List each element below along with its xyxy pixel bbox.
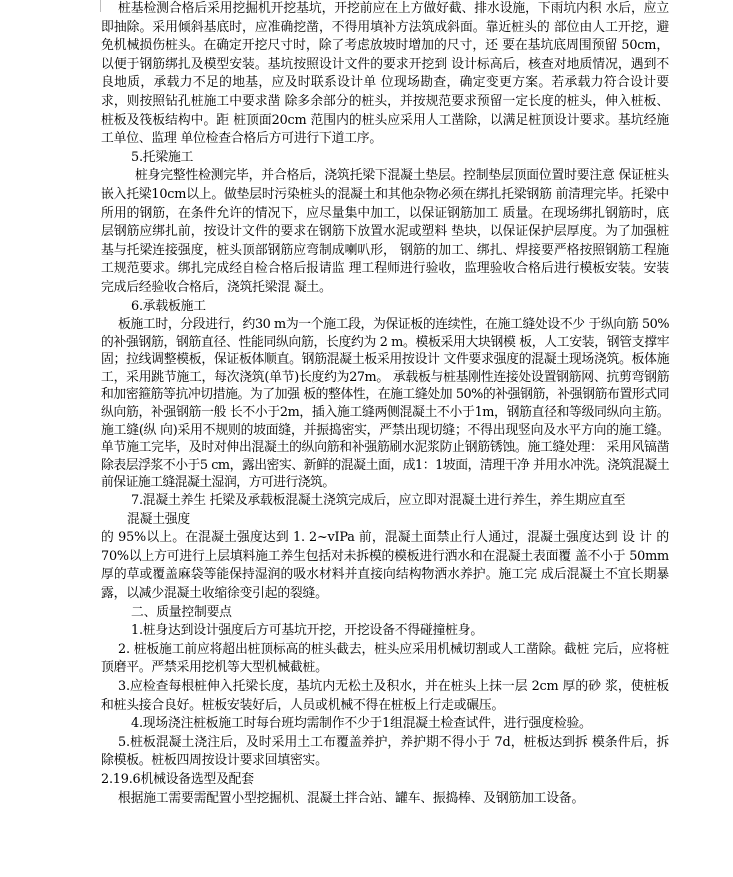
paragraph-tie-beam: 桩身完整性检测完毕，并合格后，浇筑托梁下混凝土垫层。控制垫层顶面位置时要注意 保证桩头嵌入托梁10cm以上。做垫层时污染桩头的混凝土和其他杂物必须在绑扎托梁钢筋 前清理完毕。托梁中所用的钢筋，在条件允许的情况下，应尽量集中加工，以保证钢筋加工 质量。在现场绑扎钢筋时，底层钢筋应绑扎前，按设计文件的要求在钢筋下放置水泥或塑料 垫块，以保证保护层厚度。为了加强桩基与托梁连接强度，桩头顶部钢筋应弯制成喇叭形， 钢筋的加工、绑扎、焊接要严格按照钢筋工程施工规范要求。绑扎完成经自检合格后报请监 理工程师进行验收，监理验收合格后进行模板安装。安装完成后经验收合格后，浇筑托梁混 凝土。 [101,168,669,295]
heading-machinery: 2.19.6机械设备选型及配套 [101,771,254,787]
heading-quality-control: 二、质量控制要点 [131,604,232,620]
paragraph-bearing-slab: 板施工时，分段进行，约30 m为一个施工段，为保证板的连续性，在施工缝处设不少 于纵向筋 50%的补强钢筋，钢筋直径、性能同纵向筋，长度约为 2 m。模板采用大块钢模 板，人工安装，钢管支撑牢固；拉线调整模板，保证板体顺直。钢筋混凝土板采用按设计 文件要求强度的混凝土现场浇筑。板体施工，采用跳节施工，每次浇筑(单节)长度约为27m。 承载板与桩基刚性连接处设置钢筋网、抗剪弯钢筋和加密箍筋等抗冲切措施。为了加强 板的整体性，在施工缝处加 50%的补强钢筋，补强钢筋布置形式同纵向筋，补强钢筋一般 长不小于2m，插入施工缝两侧混凝土不小于1m，钢筋直径和等级同纵向主筋。施工缝(纵 向)采用不规则的坡面缝，并振捣密实，严禁出现切缝；不得出现竖向及水平方向的施工缝。 单节施工完毕，及时对伸出混凝土的纵向筋和补强筋刷水泥浆防止钢筋锈蚀。施工缝处理： 采用风镐凿除表层浮浆不小于5 cm，露出密实、新鲜的混凝土面，成1：1坡面，清理干净 并用水冲洗。浇筑混凝土前保证施工缝混凝土湿润，方可进行浇筑。 [101,317,669,491]
paragraph-machinery: 根据施工需要需配置小型挖掘机、混凝土拌合站、罐车、振捣棒、及钢筋加工设备。 [118,790,585,806]
curing-continuation: 混凝土强度 [127,511,190,527]
crop-mark-left [88,0,101,12]
quality-item-1: 1.桩身达到设计强度后方可基坑开挖，开挖设备不得碰撞桩身。 [131,623,483,639]
quality-item-3: 3.应检查每根桩伸入托梁长度，基坑内无松土及积水，并在桩头上抹一层 2cm 厚的砂 浆，使桩板和桩头接合良好。桩板安装好后，人员或机械不得在桩板上行走或碾压。 [101,678,669,713]
quality-item-2: 2. 桩板施工前应将超出桩顶标高的桩头截去，桩头应采用机械切割或人工凿除。截桩 完后，应将桩顶磨平。严禁采用挖机等大型机械截桩。 [101,641,669,676]
heading-curing: 7.混凝土养生 托梁及承载板混凝土浇筑完成后，应立即对混凝土进行养生，养生期应直至 [131,493,626,509]
quality-item-5: 5.桩板混凝土浇注后，及时采用土工布覆盖养护，养护期不得小于 7d，桩板达到拆 模条件后，拆除模板。桩板四周按设计要求回填密实。 [101,734,669,769]
heading-bearing-slab: 6.承载板施工 [131,298,206,314]
paragraph-curing: 的 95%以上。在混凝土强度达到 1. 2~vIPa 前，混凝土面禁止行人通过，混凝土强度达到 设 计 的 70%以上方可进行上层填料施工养生包括对未拆模的模板进行洒水和在混凝土表面覆 盖不小于 50mm 厚的草或覆盖麻袋等能保持湿润的吸水材料并直接向结构物洒水养护。施工完 成后混凝土不宜长期暴露，以减少混凝土收缩徐变引起的裂缝。 [101,530,669,601]
paragraph-excavation: 桩基检测合格后采用挖掘机开挖基坑，开挖前应在上方做好截、排水设施，下雨坑内积 水后，应立即抽除。采用倾斜基底时，应准确挖凿，不得用填补方法筑成斜面。靠近桩头的 部位由人工开挖，避免机械损伤桩头。在确定开挖尺寸时，除了考虑放坡时增加的尺寸，还 要在基坑底周围预留 50cm，以便于钢筋绑扎及模型安装。基坑按照设计文件的要求开挖到 设计标高后，核查对地质情况，遇到不良地质，承载力不足的地基，应及时联系设计单 位现场勘查，确定变更方案。若承载力符合设计要求，则按照钻孔桩施工中要求凿 除多余部分的桩头，并按规范要求预留一定长度的桩头，伸入桩板、桩板及筏板结构中。距 桩顶面20cm 范围内的桩头应采用人工凿除，以满足桩顶设计要求。基坑经施工单位、监理 单位检查合格后方可进行下道工序。 [101,1,669,147]
heading-tie-beam: 5.托梁施工 [131,149,194,165]
quality-item-4: 4.现场浇注桩板施工时每台班均需制作不少于1组混凝土检查试件，进行强度检验。 [131,716,592,732]
document-page [101,0,669,808]
